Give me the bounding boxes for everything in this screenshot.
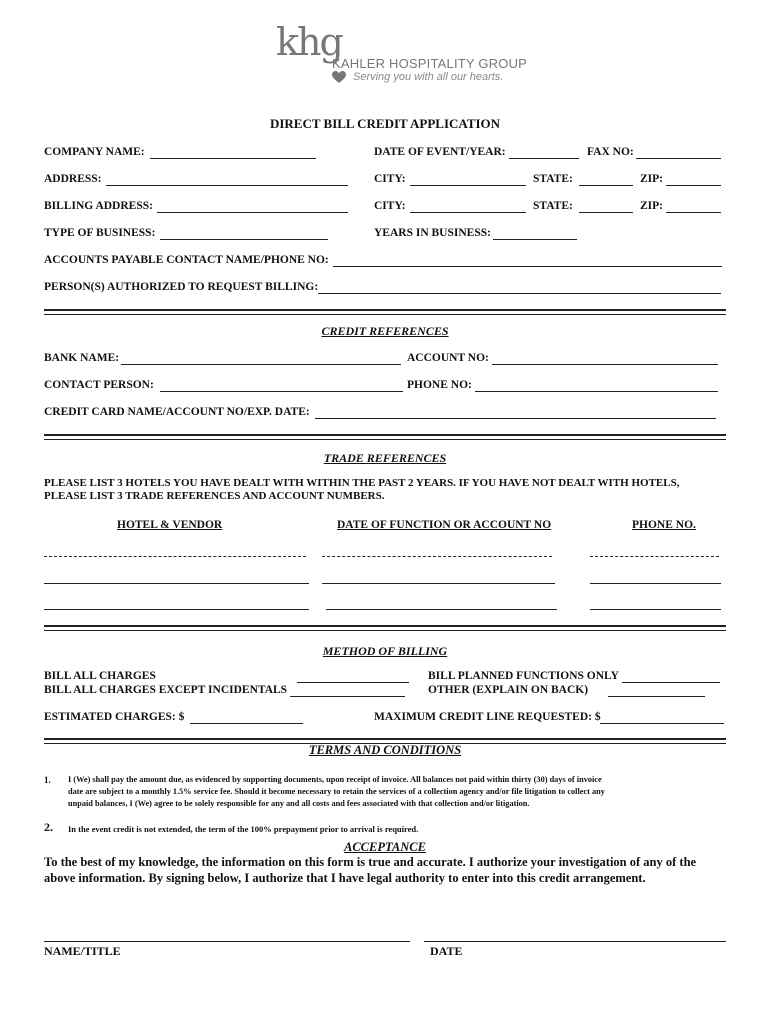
bank-name-label: BANK NAME:: [44, 352, 120, 364]
phone-no-field[interactable]: [475, 391, 718, 392]
years-business-field[interactable]: [493, 239, 577, 240]
ap-contact-field[interactable]: [333, 266, 722, 267]
term-2-number: 2.: [44, 820, 53, 834]
col-date-account: DATE OF FUNCTION OR ACCOUNT NO: [337, 519, 552, 531]
years-business-label: YEARS IN BUSINESS:: [374, 227, 491, 239]
trade-hotel-1[interactable]: [44, 556, 306, 557]
name-title-label: NAME/TITLE: [44, 944, 121, 958]
trade-date-3[interactable]: [326, 609, 557, 610]
state-field[interactable]: [579, 185, 633, 186]
zip-field[interactable]: [666, 185, 721, 186]
date-event-label: DATE OF EVENT/YEAR:: [374, 146, 506, 158]
trade-phone-1[interactable]: [590, 556, 719, 557]
term-1-line-1: I (We) shall pay the amount due, as evidenced by supporting documents, upon receipt of invoice. All balances not paid within thirty (30) days of invoice: [68, 775, 602, 784]
zip2-label: ZIP:: [640, 200, 663, 212]
city2-field[interactable]: [410, 212, 526, 213]
term-1-line-2: date are subject to a monthly 1.5% service fee. Should it become necessary to retain the services of a collection agency and/or file litigation to collect any: [68, 787, 605, 796]
trade-hotel-3[interactable]: [44, 609, 309, 610]
col-phone: PHONE NO.: [632, 519, 696, 531]
city2-label: CITY:: [374, 200, 406, 212]
date-label: DATE: [430, 944, 463, 958]
ap-contact-label: ACCOUNTS PAYABLE CONTACT NAME/PHONE NO:: [44, 254, 329, 266]
acceptance-line-2: above information. By signing below, I authorize that I have legal authority to enter into this credit arrangement.: [44, 871, 646, 885]
zip2-field[interactable]: [666, 212, 721, 213]
trade-phone-2[interactable]: [590, 583, 721, 584]
date-field[interactable]: [424, 941, 726, 942]
credit-card-field[interactable]: [315, 418, 716, 419]
billing-address-label: BILLING ADDRESS:: [44, 200, 153, 212]
fax-label: FAX NO:: [587, 146, 634, 158]
trade-references-heading: TRADE REFERENCES: [323, 451, 447, 465]
billing-heading: METHOD OF BILLING: [322, 644, 448, 658]
fax-field[interactable]: [636, 158, 721, 159]
trade-date-2[interactable]: [322, 583, 555, 584]
est-charges-field[interactable]: [190, 723, 303, 724]
bill-all-field[interactable]: [297, 682, 409, 683]
trade-hotel-2[interactable]: [44, 583, 309, 584]
company-name-label: COMPANY NAME:: [44, 146, 145, 158]
col-hotel-vendor: HOTEL & VENDOR: [117, 519, 223, 531]
bank-name-field[interactable]: [121, 364, 401, 365]
name-title-field[interactable]: [44, 941, 410, 942]
bill-planned-field[interactable]: [622, 682, 720, 683]
authorized-label: PERSON(S) AUTHORIZED TO REQUEST BILLING:: [44, 281, 319, 293]
company-name-field[interactable]: [150, 158, 316, 159]
term-2-line: In the event credit is not extended, the term of the 100% prepayment prior to arrival is required.: [68, 824, 419, 834]
trade-date-1[interactable]: [322, 556, 552, 557]
date-event-field[interactable]: [509, 158, 579, 159]
logo-name: KAHLER HOSPITALITY GROUP: [332, 56, 528, 71]
est-charges-label: ESTIMATED CHARGES: $: [44, 711, 185, 723]
state-label: STATE:: [533, 173, 573, 185]
bill-planned-label: BILL PLANNED FUNCTIONS ONLY: [428, 670, 619, 682]
trade-instructions-2: PLEASE LIST 3 TRADE REFERENCES AND ACCOUNT NUMBERS.: [44, 490, 385, 502]
credit-references-heading: CREDIT REFERENCES: [321, 324, 449, 338]
address-label: ADDRESS:: [44, 173, 102, 185]
term-1-number: 1.: [44, 775, 51, 785]
trade-phone-3[interactable]: [590, 609, 721, 610]
authorized-field[interactable]: [318, 293, 721, 294]
acceptance-heading: ACCEPTANCE: [344, 840, 426, 854]
divider: [44, 625, 726, 631]
credit-card-label: CREDIT CARD NAME/ACCOUNT NO/EXP. DATE:: [44, 406, 310, 418]
zip-label: ZIP:: [640, 173, 663, 185]
max-credit-field[interactable]: [600, 723, 724, 724]
trade-instructions-1: PLEASE LIST 3 HOTELS YOU HAVE DEALT WITH WITHIN THE PAST 2 YEARS. IF YOU HAVE NOT DEALT WITH HOTELS,: [44, 477, 680, 489]
other-label: OTHER (EXPLAIN ON BACK): [428, 684, 589, 696]
billing-address-field[interactable]: [157, 212, 348, 213]
bill-except-field[interactable]: [290, 696, 405, 697]
term-1-line-3: unpaid balances, I (We) agree to be solely responsible for any and all costs and fees associated with that collection and/or litigation.: [68, 799, 530, 808]
heart-icon: [331, 70, 347, 84]
max-credit-label: MAXIMUM CREDIT LINE REQUESTED: $: [374, 711, 601, 723]
contact-person-label: CONTACT PERSON:: [44, 379, 154, 391]
other-field[interactable]: [608, 696, 705, 697]
city-field[interactable]: [410, 185, 526, 186]
type-business-field[interactable]: [160, 239, 328, 240]
page-title: DIRECT BILL CREDIT APPLICATION: [269, 116, 501, 131]
phone-no-label: PHONE NO:: [407, 379, 472, 391]
logo-tagline: Serving you with all our hearts.: [353, 71, 504, 83]
bill-except-label: BILL ALL CHARGES EXCEPT INCIDENTALS: [44, 684, 288, 696]
address-field[interactable]: [106, 185, 348, 186]
account-no-label: ACCOUNT NO:: [407, 352, 489, 364]
account-no-field[interactable]: [492, 364, 718, 365]
state2-field[interactable]: [579, 212, 633, 213]
divider: [44, 309, 726, 315]
divider: [44, 434, 726, 440]
type-business-label: TYPE OF BUSINESS:: [44, 227, 156, 239]
bill-all-label: BILL ALL CHARGES: [44, 670, 156, 682]
contact-person-field[interactable]: [160, 391, 403, 392]
acceptance-line-1: To the best of my knowledge, the information on this form is true and accurate. I authorize your investigation of any of the: [44, 855, 697, 869]
state2-label: STATE:: [533, 200, 573, 212]
city-label: CITY:: [374, 173, 406, 185]
terms-heading: TERMS AND CONDITIONS: [308, 743, 462, 757]
logo-mark: khg: [276, 20, 342, 64]
